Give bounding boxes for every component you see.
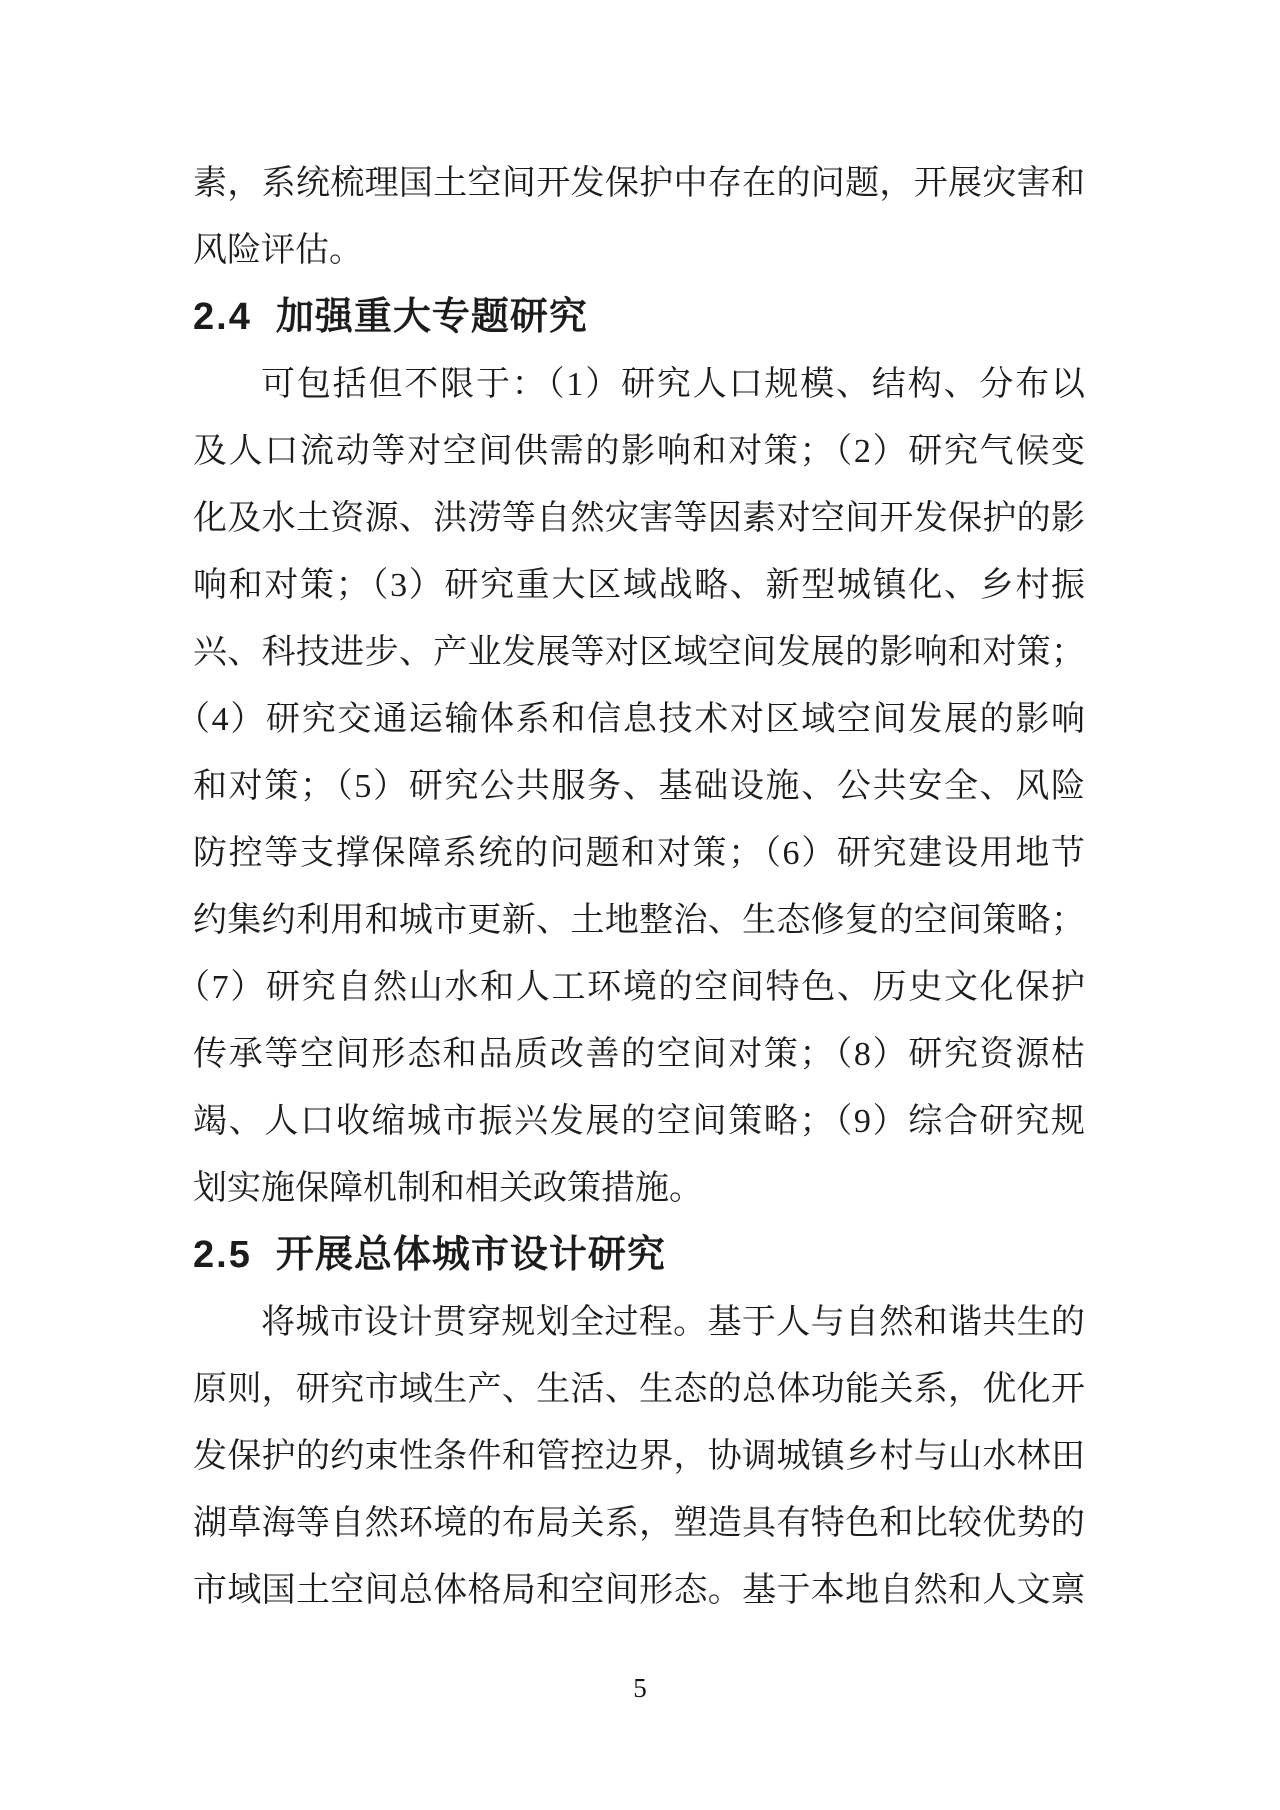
text-line: 竭、人口收缩城市振兴发展的空间策略；（9）综合研究规: [193, 1103, 1085, 1140]
heading-title: 开展总体城市设计研究: [275, 1234, 666, 1276]
text-line: 划实施保障机制和相关政策措施。: [193, 1170, 703, 1207]
page-number: 5: [633, 1673, 647, 1703]
text-line: 市域国土空间总体格局和空间形态。基于本地自然和人文禀: [193, 1572, 1085, 1609]
heading-title: 加强重大专题研究: [275, 296, 588, 338]
text-line: 素，系统梳理国土空间开发保护中存在的问题，开展灾害和: [193, 165, 1085, 202]
section-heading-2-5: [193, 1222, 1085, 1289]
text-line: 可包括但不限于：（1）研究人口规模、结构、分布以: [261, 366, 1085, 403]
heading-number: 2.4: [193, 296, 252, 338]
page-content: [176, 150, 1085, 1624]
section-heading-2-4: [193, 284, 1085, 351]
text-line: （7）研究自然山水和人工环境的空间特色、历史文化保护: [176, 969, 1085, 1006]
heading-number: 2.5: [193, 1234, 252, 1276]
text-line: 防控等支撑保障系统的问题和对策；（6）研究建设用地节: [193, 835, 1085, 872]
text-line: 湖草海等自然环境的布局关系，塑造具有特色和比较优势的: [193, 1505, 1085, 1542]
text-line: 风险评估。: [193, 232, 363, 269]
text-line: 及人口流动等对空间供需的影响和对策；（2）研究气候变: [193, 433, 1085, 470]
text-line: 兴、科技进步、产业发展等对区域空间发展的影响和对策；: [193, 634, 1085, 671]
text-line: 传承等空间形态和品质改善的空间对策；（8）研究资源枯: [193, 1036, 1085, 1073]
text-line: 将城市设计贯穿规划全过程。基于人与自然和谐共生的: [261, 1304, 1085, 1341]
text-line: 发保护的约束性条件和管控边界，协调城镇乡村与山水林田: [193, 1438, 1085, 1475]
text-line: （4）研究交通运输体系和信息技术对区域空间发展的影响: [176, 701, 1085, 738]
text-line: 化及水土资源、洪涝等自然灾害等因素对空间开发保护的影: [193, 500, 1085, 537]
text-line: 响和对策；（3）研究重大区域战略、新型城镇化、乡村振: [193, 567, 1085, 604]
text-line: 原则，研究市域生产、生活、生态的总体功能关系，优化开: [193, 1371, 1085, 1408]
text-line: 和对策；（5）研究公共服务、基础设施、公共安全、风险: [193, 768, 1085, 805]
text-line: 约集约利用和城市更新、土地整治、生态修复的空间策略；: [193, 902, 1085, 939]
